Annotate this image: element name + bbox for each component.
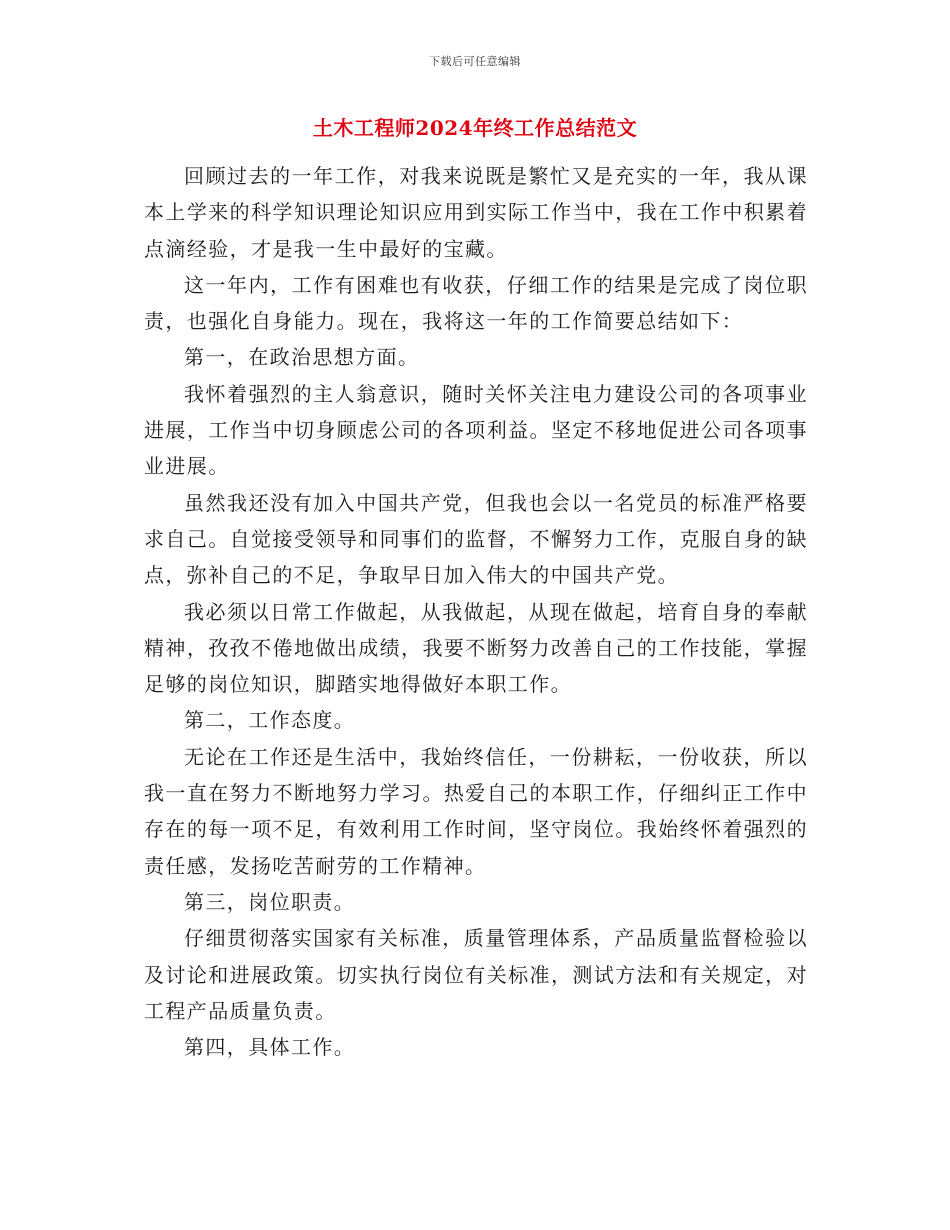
paragraph-duties: 仔细贯彻落实国家有关标准，质量管理体系，产品质量监督检验以及讨论和进展政策。切实执行岗位有关标准，测试方法和有关规定，对工程产品质量负责。: [144, 926, 808, 1023]
document-title: 土木工程师2024年终工作总结范文: [312, 116, 638, 140]
paragraph-politics-1: 我怀着强烈的主人翁意识，随时关怀关注电力建设公司的各项事业进展，工作当中切身顾虑公司的各项利益。坚定不移地促进公司各项事业进展。: [144, 381, 808, 479]
section-heading-politics: 第一，在政治思想方面。: [184, 345, 420, 370]
paragraph-politics-3: 我必须以日常工作做起，从我做起，从现在做起，培育自身的奉献精神，孜孜不倦地做出成绩，我要不断努力改善自己的工作技能，掌握足够的岗位知识，脚踏实地得做好本职工作。: [144, 599, 808, 697]
section-heading-specific-work: 第四，具体工作。: [184, 1035, 356, 1060]
paragraph-intro: 回顾过去的一年工作，对我来说既是繁忙又是充实的一年，我从课本上学来的科学知识理论知识应用到实际工作当中，我在工作中积累着点滴经验，才是我一生中最好的宝藏。: [144, 164, 808, 261]
section-heading-attitude: 第二，工作态度。: [184, 708, 356, 733]
section-heading-duties: 第三，岗位职责。: [184, 889, 356, 914]
paragraph-politics-2: 虽然我还没有加入中国共产党，但我也会以一名党员的标准严格要求自己。自觉接受领导和同事们的监督，不懈努力工作，克服自身的缺点，弥补自己的不足，争取早日加入伟大的中国共产党。: [144, 490, 808, 588]
paragraph-attitude: 无论在工作还是生活中，我始终信任，一份耕耘，一份收获，所以我一直在努力不断地努力学习。热爱自己的本职工作，仔细纠正工作中存在的每一项不足，有效利用工作时间，坚守岗位。我始终怀着强烈的责任感，发扬吃苦耐劳的工作精神。: [144, 744, 808, 878]
document-body: [144, 158, 808, 1065]
paragraph-summary-lead: 这一年内，工作有困难也有收获，仔细工作的结果是完成了岗位职责，也强化自身能力。现在，我将这一年的工作简要总结如下：: [144, 272, 808, 334]
header-note: 下载后可任意编辑: [429, 55, 521, 68]
